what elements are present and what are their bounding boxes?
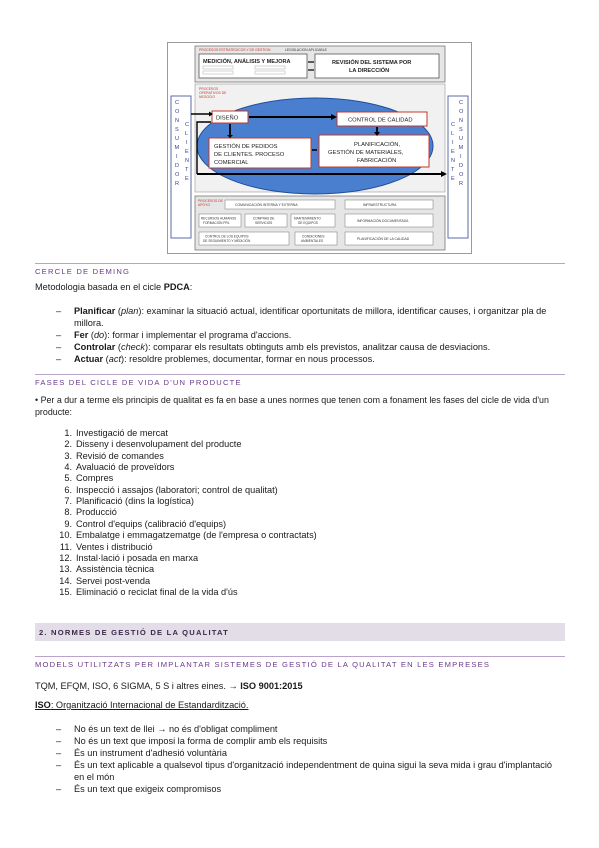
list-bullet: – — [56, 784, 62, 794]
fases-list-item: Servei post-venda — [76, 575, 151, 586]
section-band-2 — [35, 623, 565, 641]
fases-list-item: Planificació (dins la logística) — [76, 496, 194, 507]
models-list-item: És un text aplicable a qualsevol tipus d'organització independentment de quina sigui la seva mida i grau d'implantació en el món — [74, 760, 552, 782]
list-item-number: 14. — [59, 575, 72, 586]
list-item-number: 8. — [64, 507, 72, 518]
models-list-item: No és un text de llei → no és d'obligat compliment — [74, 724, 278, 734]
diagram-support-box-3: RECURSOS HUMANOS FORMACIÓN PRL — [201, 216, 237, 225]
fases-list-item: Assistència tècnica — [76, 564, 155, 575]
diagram-top-left-label: PROCESOS ESTRATEGICOS Y DE GESTION — [199, 48, 271, 52]
diagram-box-diseno: DISEÑO — [216, 115, 239, 122]
diagram-top-right-label: LEGISLACION APLICABLE — [285, 48, 327, 52]
fases-list-item: Disseny i desenvolupament del producte — [76, 439, 242, 450]
fases-list-item: Revisió de comandes — [76, 450, 164, 461]
list-bullet: – — [56, 330, 62, 340]
section-heading-fases: FASES DEL CICLE DE VIDA D'UN PRODUCTE — [35, 378, 242, 387]
list-item-number: 6. — [64, 484, 72, 495]
list-item-number: 1. — [64, 428, 72, 438]
diagram-box-gestion: GESTIÓN DE PEDIDOS DE CLIENTES. PROCESO COMERCIAL — [214, 144, 285, 166]
fases-list-item: Avaluació de proveïdors — [76, 462, 175, 473]
list-item-number: 12. — [59, 552, 72, 563]
list-bullet: – — [56, 724, 62, 734]
list-bullet: – — [56, 306, 62, 316]
diagram-right-consumidor: C O N S U M I D O R — [458, 100, 464, 187]
diagram-support-box-5: MANTENIMIENTO DE EQUIPOS — [294, 216, 321, 225]
list-item-number: 15. — [59, 586, 72, 597]
list-item-number: 5. — [64, 473, 72, 484]
list-item-number: 10. — [59, 530, 72, 541]
deming-item-check: Controlar (check): comparar els resultats obtinguts amb els previstos, analitzar causa de desviacions. — [74, 342, 491, 352]
diagram-support-box-1: COMUNICACIÓN INTERNA Y EXTERNA — [235, 203, 298, 207]
fases-list-item: Inspecció i assajos (laboratori; control de qualitat) — [76, 484, 278, 495]
models-list-item: És un instrument d'adhesió voluntària — [74, 748, 227, 758]
list-bullet: – — [56, 748, 62, 758]
deming-item-act: Actuar (act): resoldre problemes, documentar, formar en nous processos. — [74, 354, 375, 364]
diagram-box-revision: REVISIÓN DEL SISTEMA POR LA DIRECCIÓN — [332, 60, 412, 74]
diagram-support-box-2: INFRAESTRUCTURA — [363, 203, 397, 207]
divider — [35, 656, 565, 657]
diagram-support-box-9: PLANIFICACIÓN DE LA CALIDAD — [357, 237, 410, 241]
fases-list-item: Compres — [76, 473, 114, 484]
diagram-left-consumidor: C O N S U M I D O R — [174, 100, 180, 187]
diagram-support-box-4: COMPRAS DE SERVICIOS — [253, 216, 275, 225]
diagram-support-box-7: CONTROL DE LOS EQUIPOS DE SEGUIMIENTO Y MEDICIÓN — [203, 234, 251, 243]
section-heading-2: 2. NORMES DE GESTIÓ DE LA QUALITAT — [39, 628, 230, 637]
fases-list-item: Ventes i distribució — [76, 541, 153, 552]
list-item-number: 4. — [64, 462, 72, 473]
process-map-svg — [167, 42, 472, 254]
diagram-support-box-8: CONDICIONES AMBIENTALES — [301, 234, 325, 243]
list-bullet: – — [56, 760, 62, 770]
diagram-support-box-6: INFORMACIÓN DOCUMENTADA — [357, 219, 409, 223]
fases-list-item: Investigació de mercat — [76, 428, 168, 438]
fases-list-item: Embalatge i emmagatzematge (de l'empresa o contractats) — [76, 530, 317, 541]
diagram-box-control: CONTROL DE CALIDAD — [348, 117, 413, 124]
diagram-left-cliente: C L I E N T E — [185, 122, 190, 182]
process-map-diagram — [167, 42, 472, 254]
list-bullet: – — [56, 736, 62, 746]
models-line: TQM, EFQM, ISO, 6 SIGMA, 5 S i altres eines. → ISO 9001:2015 — [35, 681, 303, 691]
list-item-number: 7. — [64, 496, 72, 507]
fases-intro: • Per a dur a terme els principis de qualitat es fa en base a unes normes que tenen com a fonament les fases del cicle de vida d'un producte: — [35, 395, 549, 417]
diagram-support-label: PROCESOS DE APOYO — [198, 199, 223, 207]
list-item-number: 2. — [64, 439, 72, 450]
diagram-box-medicion: MEDICIÓN, ANÁLISIS Y MEJORA — [203, 59, 291, 65]
list-item-number: 11. — [59, 541, 72, 552]
divider — [35, 263, 565, 264]
fases-list-item: Producció — [76, 507, 117, 518]
diagram-box-planificacion: PLANIFICACIÓN, GESTIÓN DE MATERIALES, FABRICACIÓN — [328, 142, 404, 164]
models-list-item: No és un text que imposi la forma de complir amb els requisits — [74, 736, 328, 746]
section-heading-deming: CERCLE DE DEMING — [35, 267, 131, 276]
diagram-right-cliente: C L I E N T E — [451, 122, 456, 182]
divider — [35, 374, 565, 375]
list-item-number: 3. — [64, 450, 72, 461]
list-bullet: – — [56, 342, 62, 352]
deming-item-do: Fer (do): formar i implementar el programa d'accions. — [74, 330, 292, 340]
diagram-processes-label: PROCESOS OPERATIVOS DE NEGOCIO — [199, 87, 227, 99]
iso-definition: ISO: Organització Internacional de Estandardització. — [35, 700, 249, 710]
fases-list-item: Control d'equips (calibració d'equips) — [76, 518, 227, 529]
deming-item-plan: Planificar (plan): examinar la situació actual, identificar oportunitats de millora, identificar causes, i organitzar pla de millora. — [74, 306, 547, 328]
fases-list-item: Instal·lació i posada en marxa — [76, 552, 199, 563]
list-item-number: 9. — [64, 518, 72, 529]
section-heading-models: MODELS UTILITZATS PER IMPLANTAR SISTEMES DE GESTIÓ DE LA QUALITAT EN LES EMPRESES — [35, 660, 491, 669]
models-list-item: És un text que exigeix compromisos — [74, 784, 222, 794]
list-item-number: 13. — [59, 564, 72, 575]
deming-intro: Metodologia basada en el cicle PDCA: — [35, 282, 193, 292]
list-bullet: – — [56, 354, 62, 364]
fases-list-item: Eliminació o reciclat final de la vida d'ús — [76, 586, 238, 597]
